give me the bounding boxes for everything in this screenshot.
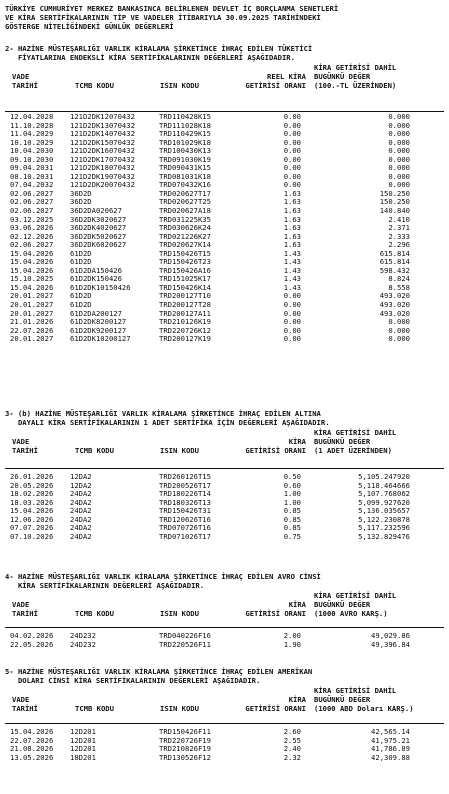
- table-row: [0, 744, 449, 753]
- table-row: [0, 334, 449, 343]
- cell-isin-code: TRD200127K19: [159, 334, 211, 344]
- table-row: [0, 283, 449, 292]
- cell-value: 42,309.88: [371, 752, 410, 762]
- table-row: [0, 112, 449, 121]
- cell-isin-code: TRD030626K24: [159, 223, 211, 233]
- header-rule: [5, 468, 444, 469]
- cell-isin-code: TRD220526F11: [159, 639, 211, 649]
- cell-tcmb-code: 121D2DK13070432: [70, 120, 135, 130]
- cell-vade: 20.01.2027: [10, 300, 54, 310]
- cell-rate: 1.63: [283, 206, 301, 216]
- cell-tcmb-code: 36D2DK3020627: [70, 214, 127, 224]
- cell-tcmb-code: 61D2DK10200127: [70, 334, 131, 344]
- cell-vade: 22.07.2026: [10, 325, 54, 335]
- cell-isin-code: TRD130526F12: [159, 752, 211, 762]
- cell-value: 0.000: [388, 334, 410, 344]
- cell-rate: 0.00: [283, 300, 301, 310]
- cell-rate: 1.43: [283, 248, 301, 258]
- cell-rate: 0.00: [283, 163, 301, 173]
- table-row: [0, 489, 449, 498]
- cell-tcmb-code: 61D2DK150426: [70, 274, 122, 284]
- table-row: [0, 240, 449, 249]
- cell-vade: 15.10.2025: [10, 274, 54, 284]
- cell-rate: 1.63: [283, 231, 301, 241]
- cell-isin-code: TRD200526T17: [159, 480, 211, 490]
- cell-tcmb-code: 24DA2: [70, 514, 92, 524]
- table-row: [0, 631, 449, 640]
- cell-rate: 0.00: [283, 334, 301, 344]
- cell-tcmb-code: 36D2DK5020627: [70, 231, 127, 241]
- cell-rate: 0.00: [283, 317, 301, 327]
- cell-isin-code: TRD150426T15: [159, 248, 211, 258]
- column-header-vade: VADE TARİHİ: [12, 72, 38, 90]
- column-header-tcmb: TCMB KODU: [75, 81, 114, 90]
- cell-isin-code: TRD031225K35: [159, 214, 211, 224]
- table-row: [0, 232, 449, 241]
- header-line-2: VE KİRA SERTİFİKALARININ TİP VE VADELER İTİBARIYLA 30.09.2025 TARİHİNDEKİ: [5, 13, 321, 22]
- table-row: [0, 472, 449, 481]
- cell-isin-code: TRD020627T25: [159, 197, 211, 207]
- cell-vade: 07.07.2026: [10, 523, 54, 533]
- cell-tcmb-code: 24DA2: [70, 523, 92, 533]
- cell-tcmb-code: 61D2DA150426: [70, 265, 122, 275]
- cell-rate: 1.43: [283, 257, 301, 267]
- cell-isin-code: TRD110428K15: [159, 112, 211, 121]
- column-header-isin: ISIN KODU: [160, 609, 199, 618]
- cell-tcmb-code: 121D2DK16070432: [70, 146, 135, 156]
- cell-value: 0.000: [388, 317, 410, 327]
- cell-rate: 0.50: [283, 472, 301, 481]
- cell-tcmb-code: 24D232: [70, 639, 96, 649]
- cell-value: 49,029.86: [371, 631, 410, 640]
- cell-rate: 0.00: [283, 112, 301, 121]
- cell-tcmb-code: 18D201: [70, 752, 96, 762]
- cell-rate: 0.00: [283, 137, 301, 147]
- cell-vade: 18.03.2026: [10, 497, 54, 507]
- cell-isin-code: TRD220726K12: [159, 325, 211, 335]
- cell-vade: 12.04.2028: [10, 112, 54, 121]
- cell-tcmb-code: 121D2DK20070432: [70, 180, 135, 190]
- table-row: [0, 249, 449, 258]
- table-row: [0, 506, 449, 515]
- cell-value: 0.000: [388, 146, 410, 156]
- column-header-value: KİRA GETİRİSİ DAHİL BUGÜNKÜ DEĞER (1 ADET ÜZERİNDEN): [314, 428, 397, 455]
- cell-tcmb-code: 24DA2: [70, 506, 92, 516]
- cell-vade: 10.10.2029: [10, 137, 54, 147]
- section-title: [5, 667, 312, 685]
- cell-value: 5,122.230878: [358, 514, 410, 524]
- cell-value: 5,107.768062: [358, 489, 410, 499]
- cell-isin-code: TRD220726F19: [159, 735, 211, 745]
- cell-value: 2.333: [388, 231, 410, 241]
- cell-vade: 02.06.2027: [10, 197, 54, 207]
- cell-vade: 20.01.2027: [10, 291, 54, 301]
- cell-isin-code: TRD020627A18: [159, 206, 211, 216]
- cell-vade: 07.04.2032: [10, 180, 54, 190]
- cell-tcmb-code: 12D201: [70, 744, 96, 754]
- cell-rate: 1.00: [283, 489, 301, 499]
- table-row: [0, 206, 449, 215]
- data-table: [0, 727, 449, 761]
- cell-isin-code: TRD200127T28: [159, 300, 211, 310]
- cell-value: 0.000: [388, 120, 410, 130]
- cell-rate: 1.90: [283, 639, 301, 649]
- cell-vade: 15.04.2026: [10, 257, 54, 267]
- cell-vade: 15.04.2026: [10, 265, 54, 275]
- cell-isin-code: TRD100430K13: [159, 146, 211, 156]
- cell-tcmb-code: 61D2D: [70, 300, 92, 310]
- cell-rate: 0.00: [283, 180, 301, 190]
- cell-vade: 21.01.2026: [10, 317, 54, 327]
- cell-isin-code: TRD150426K14: [159, 282, 211, 292]
- table-row: [0, 121, 449, 130]
- cell-value: 0.000: [388, 137, 410, 147]
- cell-vade: 08.10.2031: [10, 171, 54, 181]
- cell-isin-code: TRD151025K17: [159, 274, 211, 284]
- table-row: [0, 138, 449, 147]
- column-header-value: KİRA GETİRİSİ DAHİL BUGÜNKÜ DEĞER (1000 ABD Doları KARŞ.): [314, 686, 414, 713]
- cell-isin-code: TRD091030K19: [159, 154, 211, 164]
- cell-rate: 2.32: [283, 752, 301, 762]
- table-row: [0, 523, 449, 532]
- table-row: [0, 498, 449, 507]
- cell-tcmb-code: 121D2DK12070432: [70, 112, 135, 121]
- data-table: [0, 472, 449, 540]
- data-table: [0, 631, 449, 648]
- cell-rate: 1.63: [283, 223, 301, 233]
- section-title-line: KİRA SERTİFİKALARININ DEĞERLERİ AŞAĞIDADIR.: [5, 581, 205, 590]
- cell-value: 5,117.232596: [358, 523, 410, 533]
- cell-value: 150.250: [379, 197, 410, 207]
- cell-vade: 09.04.2031: [10, 163, 54, 173]
- cell-value: 140.840: [379, 206, 410, 216]
- column-header-isin: ISIN KODU: [160, 446, 199, 455]
- cell-rate: 1.63: [283, 214, 301, 224]
- cell-tcmb-code: 36D2DA020627: [70, 206, 122, 216]
- cell-isin-code: TRD180226T14: [159, 489, 211, 499]
- cell-vade: 20.05.2026: [10, 480, 54, 490]
- cell-value: 5,136.035657: [358, 506, 410, 516]
- cell-value: 5,105.247920: [358, 472, 410, 481]
- cell-value: 41,786.89: [371, 744, 410, 754]
- cell-tcmb-code: 36D2DK4020627: [70, 223, 127, 233]
- section-title-line: 5- HAZİNE MÜSTEŞARLIĞI VARLIK KİRALAMA ŞİRKETİNCE İHRAÇ EDİLEN AMERİKAN: [5, 667, 313, 676]
- cell-isin-code: TRD260126T15: [159, 472, 211, 481]
- cell-tcmb-code: 61D2D: [70, 257, 92, 267]
- cell-rate: 1.63: [283, 197, 301, 207]
- cell-value: 0.000: [388, 129, 410, 139]
- cell-tcmb-code: 12DA2: [70, 472, 92, 481]
- cell-tcmb-code: 121D2DK15070432: [70, 137, 135, 147]
- cell-value: 2.410: [388, 214, 410, 224]
- cell-tcmb-code: 61D2DK8200127: [70, 317, 127, 327]
- cell-rate: 0.00: [283, 171, 301, 181]
- table-row: [0, 215, 449, 224]
- cell-value: 5,099.927620: [358, 497, 410, 507]
- cell-tcmb-code: 61D2DK9200127: [70, 325, 127, 335]
- cell-tcmb-code: 24DA2: [70, 497, 92, 507]
- section-title: [5, 572, 321, 590]
- cell-rate: 0.85: [283, 506, 301, 516]
- cell-vade: 26.01.2026: [10, 472, 54, 481]
- table-row: [0, 172, 449, 181]
- cell-isin-code: TRD020627T17: [159, 188, 211, 198]
- table-row: [0, 180, 449, 189]
- cell-value: 493.020: [379, 300, 410, 310]
- cell-vade: 18.02.2026: [10, 489, 54, 499]
- column-header-tcmb: TCMB KODU: [75, 609, 114, 618]
- cell-value: 493.020: [379, 308, 410, 318]
- section-title: [5, 44, 312, 62]
- cell-vade: 02.06.2027: [10, 188, 54, 198]
- cell-vade: 11.10.2028: [10, 120, 54, 130]
- cell-value: 0.000: [388, 171, 410, 181]
- cell-vade: 21.08.2026: [10, 744, 54, 754]
- column-header-value: KİRA GETİRİSİ DAHİL BUGÜNKÜ DEĞER (100.-TL ÜZERİNDEN): [314, 63, 397, 90]
- table-row: [0, 753, 449, 762]
- section-title-line: 2- HAZİNE MÜSTEŞARLIĞI VARLIK KİRALAMA ŞİRKETİNCE İHRAÇ EDİLEN TÜKETİCİ: [5, 44, 313, 53]
- cell-rate: 1.43: [283, 265, 301, 275]
- table-row: [0, 163, 449, 172]
- table-row: [0, 326, 449, 335]
- document-header: [5, 4, 338, 31]
- cell-vade: 11.04.2029: [10, 129, 54, 139]
- table-row: [0, 481, 449, 490]
- cell-isin-code: TRD020627K14: [159, 240, 211, 250]
- cell-value: 0.000: [388, 180, 410, 190]
- cell-isin-code: TRD150426T23: [159, 257, 211, 267]
- cell-rate: 1.00: [283, 497, 301, 507]
- cell-tcmb-code: 121D2DK14070432: [70, 129, 135, 139]
- cell-value: 49,396.84: [371, 639, 410, 649]
- cell-rate: 0.00: [283, 154, 301, 164]
- cell-isin-code: TRD110429K15: [159, 129, 211, 139]
- cell-rate: 2.40: [283, 744, 301, 754]
- table-row: [0, 257, 449, 266]
- cell-vade: 15.04.2026: [10, 282, 54, 292]
- column-header-tcmb: TCMB KODU: [75, 446, 114, 455]
- cell-rate: 1.43: [283, 274, 301, 284]
- cell-vade: 02.12.2026: [10, 231, 54, 241]
- column-header-rate: REEL KİRA GETİRİSİ ORANI: [245, 72, 306, 90]
- cell-value: 598.432: [379, 265, 410, 275]
- table-row: [0, 155, 449, 164]
- cell-vade: 10.04.2030: [10, 146, 54, 156]
- cell-vade: 15.04.2026: [10, 727, 54, 736]
- cell-isin-code: TRD040226F16: [159, 631, 211, 640]
- table-row: [0, 736, 449, 745]
- header-line-1: TÜRKİYE CUMHURİYET MERKEZ BANKASINCA BELİRLENEN DEVLET İÇ BORÇLANMA SENETLERİ: [5, 4, 339, 13]
- cell-tcmb-code: 121D2DK19070432: [70, 171, 135, 181]
- column-header-tcmb: TCMB KODU: [75, 704, 114, 713]
- data-table: [0, 112, 449, 343]
- cell-tcmb-code: 12D201: [70, 735, 96, 745]
- cell-value: 5,118.464666: [358, 480, 410, 490]
- table-row: [0, 309, 449, 318]
- cell-value: 41,975.21: [371, 735, 410, 745]
- cell-rate: 2.55: [283, 735, 301, 745]
- cell-rate: 2.60: [283, 727, 301, 736]
- cell-rate: 0.00: [283, 120, 301, 130]
- section-title-line: DAYALI KİRA SERTİFİKALARININ 1 ADET SERTİFİKA İÇİN DEĞERLERİ AŞAĞIDADIR.: [5, 418, 330, 427]
- cell-vade: 07.10.2026: [10, 531, 54, 541]
- section-title: [5, 409, 330, 427]
- cell-rate: 0.00: [283, 129, 301, 139]
- cell-value: 150.250: [379, 188, 410, 198]
- cell-isin-code: TRD090431K15: [159, 163, 211, 173]
- cell-rate: 2.00: [283, 631, 301, 640]
- cell-vade: 03.06.2026: [10, 223, 54, 233]
- cell-isin-code: TRD101029K18: [159, 137, 211, 147]
- cell-value: 8.824: [388, 274, 410, 284]
- table-row: [0, 223, 449, 232]
- section-title-line: 3- (b) HAZİNE MÜSTEŞARLIĞI VARLIK KİRALAMA ŞİRKETİNCE İHRAÇ EDİLEN ALTINA: [5, 409, 321, 418]
- cell-tcmb-code: 61D2D: [70, 248, 92, 258]
- cell-tcmb-code: 61D2D: [70, 291, 92, 301]
- cell-vade: 15.04.2026: [10, 248, 54, 258]
- cell-isin-code: TRD150426T31: [159, 506, 211, 516]
- cell-tcmb-code: 12DA2: [70, 480, 92, 490]
- cell-vade: 13.05.2026: [10, 752, 54, 762]
- column-header-rate: KİRA GETİRİSİ ORANI: [245, 437, 306, 455]
- cell-isin-code: TRD081031K18: [159, 171, 211, 181]
- cell-isin-code: TRD210826F19: [159, 744, 211, 754]
- cell-value: 42,565.14: [371, 727, 410, 736]
- column-header-rate: KİRA GETİRİSİ ORANI: [245, 695, 306, 713]
- header-rule: [5, 723, 444, 724]
- cell-rate: 1.63: [283, 188, 301, 198]
- cell-isin-code: TRD120626T16: [159, 514, 211, 524]
- cell-vade: 02.06.2027: [10, 240, 54, 250]
- table-row: [0, 515, 449, 524]
- cell-rate: 1.43: [283, 282, 301, 292]
- cell-vade: 12.06.2026: [10, 514, 54, 524]
- cell-value: 615.814: [379, 248, 410, 258]
- column-header-isin: ISIN KODU: [160, 81, 199, 90]
- cell-value: 8.558: [388, 282, 410, 292]
- table-row: [0, 197, 449, 206]
- cell-value: 0.000: [388, 112, 410, 121]
- cell-vade: 09.10.2030: [10, 154, 54, 164]
- cell-vade: 15.04.2026: [10, 506, 54, 516]
- cell-value: 0.000: [388, 154, 410, 164]
- cell-isin-code: TRD150426A16: [159, 265, 211, 275]
- cell-tcmb-code: 36D2D: [70, 188, 92, 198]
- table-row: [0, 727, 449, 736]
- cell-value: 2.371: [388, 223, 410, 233]
- cell-isin-code: TRD200127A11: [159, 308, 211, 318]
- cell-isin-code: TRD180326T13: [159, 497, 211, 507]
- table-row: [0, 532, 449, 541]
- header-line-3: GÖSTERGE NİTELİĞİNDEKİ GÜNLÜK DEĞERLERİ: [5, 22, 174, 31]
- cell-tcmb-code: 24DA2: [70, 489, 92, 499]
- cell-tcmb-code: 61D2DA200127: [70, 308, 122, 318]
- cell-rate: 0.60: [283, 480, 301, 490]
- cell-value: 2.296: [388, 240, 410, 250]
- cell-rate: 0.00: [283, 146, 301, 156]
- column-header-vade: VADE TARİHİ: [12, 437, 38, 455]
- cell-rate: 0.85: [283, 514, 301, 524]
- section-title-line: DOLARI CİNSİ KİRA SERTİFİKALARININ DEĞERLERİ AŞAĞIDADIR.: [5, 676, 261, 685]
- table-row: [0, 317, 449, 326]
- cell-vade: 02.06.2027: [10, 206, 54, 216]
- table-row: [0, 189, 449, 198]
- column-header-value: KİRA GETİRİSİ DAHİL BUGÜNKÜ DEĞER (1000 AVRO KARŞ.): [314, 591, 397, 618]
- cell-rate: 0.85: [283, 523, 301, 533]
- cell-tcmb-code: 24D232: [70, 631, 96, 640]
- cell-rate: 0.75: [283, 531, 301, 541]
- cell-vade: 04.02.2026: [10, 631, 54, 640]
- cell-isin-code: TRD200127T10: [159, 291, 211, 301]
- cell-rate: 0.00: [283, 325, 301, 335]
- table-row: [0, 129, 449, 138]
- cell-isin-code: TRD021226K27: [159, 231, 211, 241]
- cell-tcmb-code: 24DA2: [70, 531, 92, 541]
- cell-tcmb-code: 121D2DK18070432: [70, 163, 135, 173]
- cell-vade: 22.05.2026: [10, 639, 54, 649]
- column-header-vade: VADE TARİHİ: [12, 600, 38, 618]
- table-row: [0, 640, 449, 649]
- table-row: [0, 291, 449, 300]
- cell-value: 0.000: [388, 325, 410, 335]
- cell-tcmb-code: 121D2DK17070432: [70, 154, 135, 164]
- cell-rate: 0.00: [283, 291, 301, 301]
- cell-tcmb-code: 36D2D: [70, 197, 92, 207]
- cell-tcmb-code: 36D2DK6020627: [70, 240, 127, 250]
- cell-value: 493.020: [379, 291, 410, 301]
- section-title-line: 4- HAZİNE MÜSTEŞARLIĞI VARLIK KİRALAMA ŞİRKETİNCE İHRAÇ EDİLEN AVRO CİNSİ: [5, 572, 321, 581]
- cell-isin-code: TRD070432K16: [159, 180, 211, 190]
- cell-isin-code: TRD071026T17: [159, 531, 211, 541]
- cell-isin-code: TRD150426F11: [159, 727, 211, 736]
- section-title-line: FİYATLARINA ENDEKSLİ KİRA SERTİFİKALARININ DEĞERLERİ AŞAĞIDADIR.: [5, 53, 295, 62]
- cell-isin-code: TRD070726T16: [159, 523, 211, 533]
- table-row: [0, 266, 449, 275]
- cell-rate: 0.00: [283, 308, 301, 318]
- table-row: [0, 300, 449, 309]
- column-header-isin: ISIN KODU: [160, 704, 199, 713]
- cell-tcmb-code: 61D2DK10150426: [70, 282, 131, 292]
- cell-rate: 1.63: [283, 240, 301, 250]
- cell-value: 0.000: [388, 163, 410, 173]
- cell-isin-code: TRD111028K18: [159, 120, 211, 130]
- cell-vade: 20.01.2027: [10, 334, 54, 344]
- cell-vade: 20.01.2027: [10, 308, 54, 318]
- table-row: [0, 274, 449, 283]
- cell-vade: 22.07.2026: [10, 735, 54, 745]
- cell-vade: 03.12.2025: [10, 214, 54, 224]
- column-header-rate: KİRA GETİRİSİ ORANI: [245, 600, 306, 618]
- cell-value: 5,132.829476: [358, 531, 410, 541]
- cell-tcmb-code: 12D201: [70, 727, 96, 736]
- cell-isin-code: TRD210126K19: [159, 317, 211, 327]
- header-rule: [5, 627, 444, 628]
- table-row: [0, 146, 449, 155]
- column-header-vade: VADE TARİHİ: [12, 695, 38, 713]
- cell-value: 615.814: [379, 257, 410, 267]
